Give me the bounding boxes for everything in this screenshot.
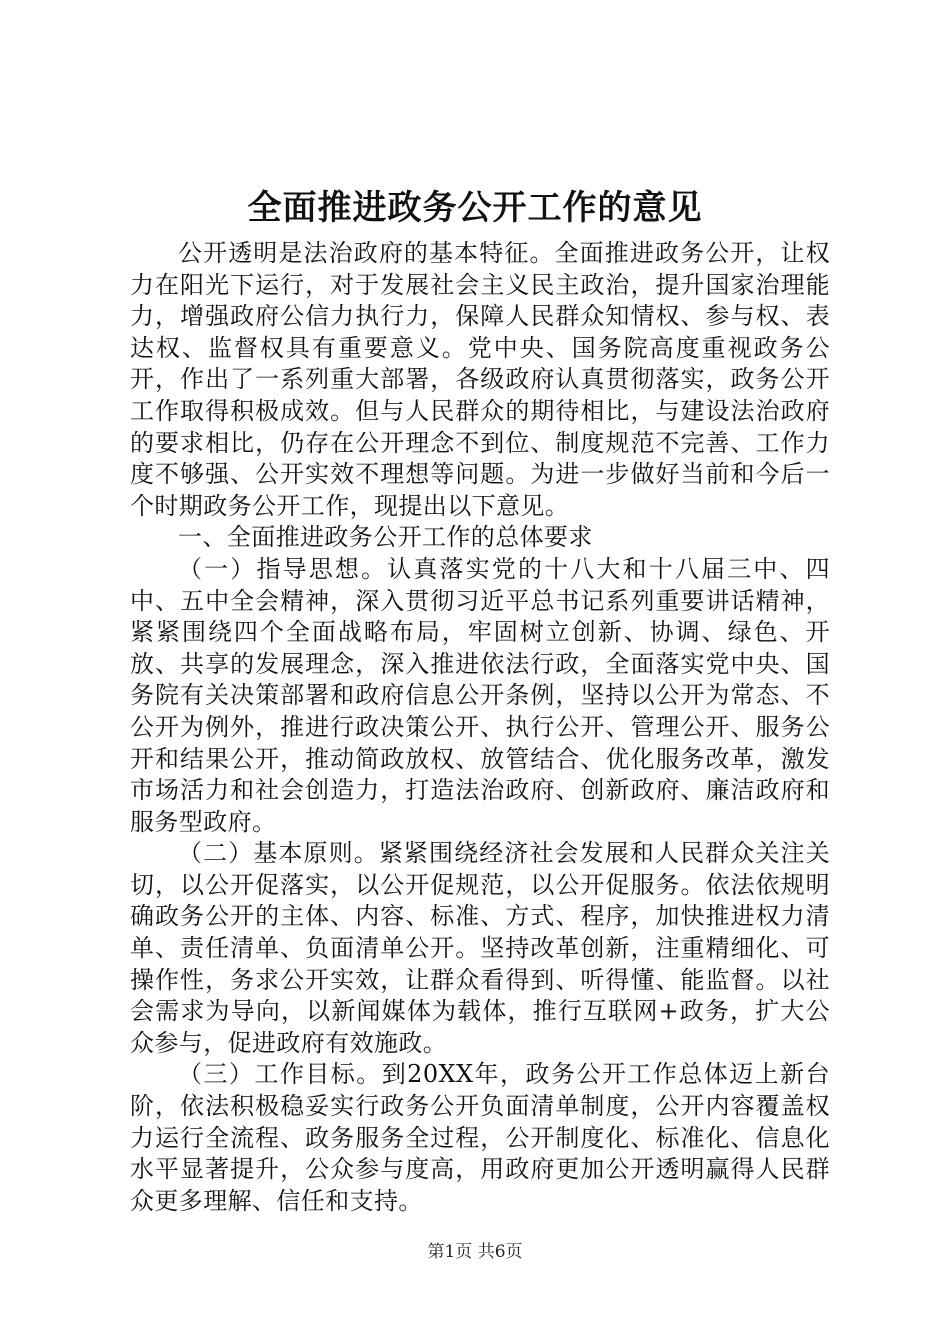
guiding-thought-paragraph: （一）指导思想。认真落实党的十八大和十八届三中、四中、五中全会精神，深入贯彻习近平总书记系列重要讲话精神，紧紧围绕四个全面战略布局，牢固树立创新、协调、绿色、开放、共享的发展理念，深入推进依法行政，全面落实党中央、国务院有关决策部署和政府信息公开条例，坚持以公开为常态、不公开为例外，推进行政决策公开、执行公开、管理公开、服务公开和结果公开，推动简政放权、放管结合、优化服务改革，激发市场活力和社会创造力，打造法治政府、创新政府、廉洁政府和服务型政府。 — [130, 554, 830, 836]
page-number-footer: 第1页 共6页 — [427, 1242, 523, 1262]
basic-principles-paragraph: （二）基本原则。紧紧围绕经济社会发展和人民群众关注关切，以公开促落实，以公开促规范，以公开促服务。依法依规明确政务公开的主体、内容、标准、方式、程序，加快推进权力清单、责任清单、负面清单公开。坚持改革创新，注重精细化、可操作性，务求公开实效，让群众看得到、听得懂、能监督。以社会需求为导向，以新闻媒体为载体，推行互联网+政务，扩大公众参与，促进政府有效施政。 — [130, 839, 830, 1057]
document-body — [130, 238, 830, 1217]
intro-paragraph: 公开透明是法治政府的基本特征。全面推进政务公开，让权力在阳光下运行，对于发展社会主义民主政治，提升国家治理能力，增强政府公信力执行力，保障人民群众知情权、参与权、表达权、监督权具有重要意义。党中央、国务院高度重视政务公开，作出了一系列重大部署，各级政府认真贯彻落实，政务公开工作取得积极成效。但与人民群众的期待相比，与建设法治政府的要求相比，仍存在公开理念不到位、制度规范不完善、工作力度不够强、公开实效不理想等问题。为进一步做好当前和今后一个时期政务公开工作，现提出以下意见。 — [130, 239, 830, 520]
section-heading: 一、全面推进政务公开工作的总体要求 — [178, 523, 593, 552]
document-title: 全面推进政务公开工作的意见 — [247, 188, 703, 228]
work-goals-paragraph: （三）工作目标。到20XX年，政务公开工作总体迈上新台阶，依法积极稳妥实行政务公开负面清单制度，公开内容覆盖权力运行全流程、政务服务全过程，公开制度化、标准化、信息化水平显著提升，公众参与度高，用政府更加公开透明赢得人民群众更多理解、信任和支持。 — [130, 1060, 830, 1215]
